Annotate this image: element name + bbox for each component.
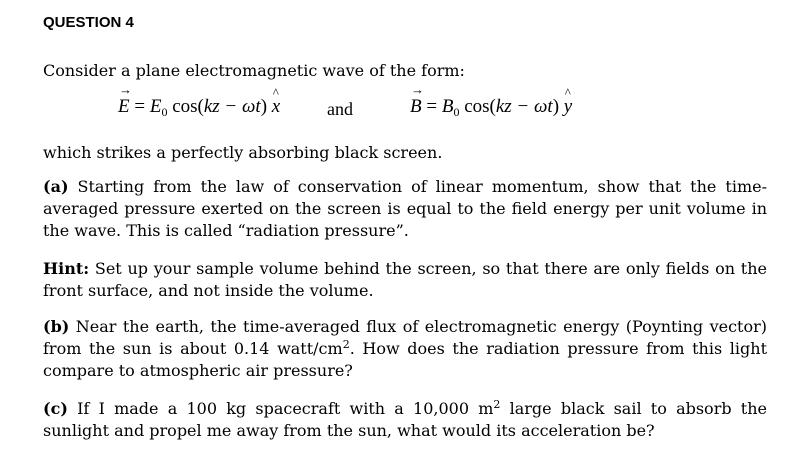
- electric-field-equation: → $E = E_0$ cos(kz − ωt) ^ x: [118, 96, 280, 122]
- intro-text: Consider a plane electromagnetic wave of the form:: [43, 61, 465, 80]
- b-amplitude-subscript: 0: [453, 105, 460, 119]
- y-unit-vector: ^ y: [564, 96, 572, 118]
- part-b-text: Near the earth, the time-averaged flux of electromagnetic energy (Poynting vector) from the sun is about 0.14 watt/cm: [43, 317, 767, 358]
- part-b: [43, 316, 767, 382]
- part-a-text: Starting from the law of conservation of linear momentum, show that the time-averaged pressure exerted on the screen is equal to the field energy per unit volume in the wave. This is called “radiation pressure”.: [43, 177, 767, 240]
- e-amplitude-subscript: 0: [161, 105, 168, 119]
- b-vector-symbol: → B: [410, 96, 422, 118]
- question-heading: QUESTION 4: [43, 14, 134, 31]
- part-b-label: (b): [43, 317, 70, 336]
- b-cos: cos(: [464, 96, 496, 117]
- part-c: [43, 398, 767, 442]
- part-c-superscript: 2: [493, 398, 501, 411]
- part-b-text-end: . How does the radiation pressure from this light compare to atmospheric air pressure?: [43, 339, 767, 380]
- e-argument: kz − ωt: [203, 96, 261, 117]
- e-cos: cos(: [172, 96, 204, 117]
- hint-label: Hint:: [43, 259, 90, 278]
- e-close-paren: ): [260, 96, 268, 117]
- e-amplitude: E: [149, 96, 162, 117]
- e-vector-symbol: → E: [118, 96, 130, 118]
- x-unit-vector: ^ x: [272, 96, 280, 118]
- part-a-label: (a): [43, 177, 69, 196]
- part-c-text: If I made a 100 kg spacecraft with a 10,000 m: [77, 399, 494, 418]
- strikes-text: which strikes a perfectly absorbing black screen.: [43, 143, 443, 162]
- hint-text: Set up your sample volume behind the screen, so that there are only fields on the front surface, and not inside the volume.: [43, 259, 767, 300]
- equation-connector: and: [327, 99, 353, 119]
- part-c-label: (c): [43, 399, 68, 418]
- part-b-superscript: 2: [342, 338, 350, 351]
- part-a: [43, 176, 767, 242]
- b-argument: kz − ωt: [495, 96, 553, 117]
- b-close-paren: ): [552, 96, 560, 117]
- part-c-text-end: large black sail to absorb the sunlight and propel me away from the sun, what would its acceleration be?: [43, 399, 767, 440]
- hint: [43, 258, 767, 302]
- magnetic-field-equation: → $B = B_0$ cos(kz − ωt) ^ y: [410, 96, 572, 122]
- b-amplitude: B: [441, 96, 454, 117]
